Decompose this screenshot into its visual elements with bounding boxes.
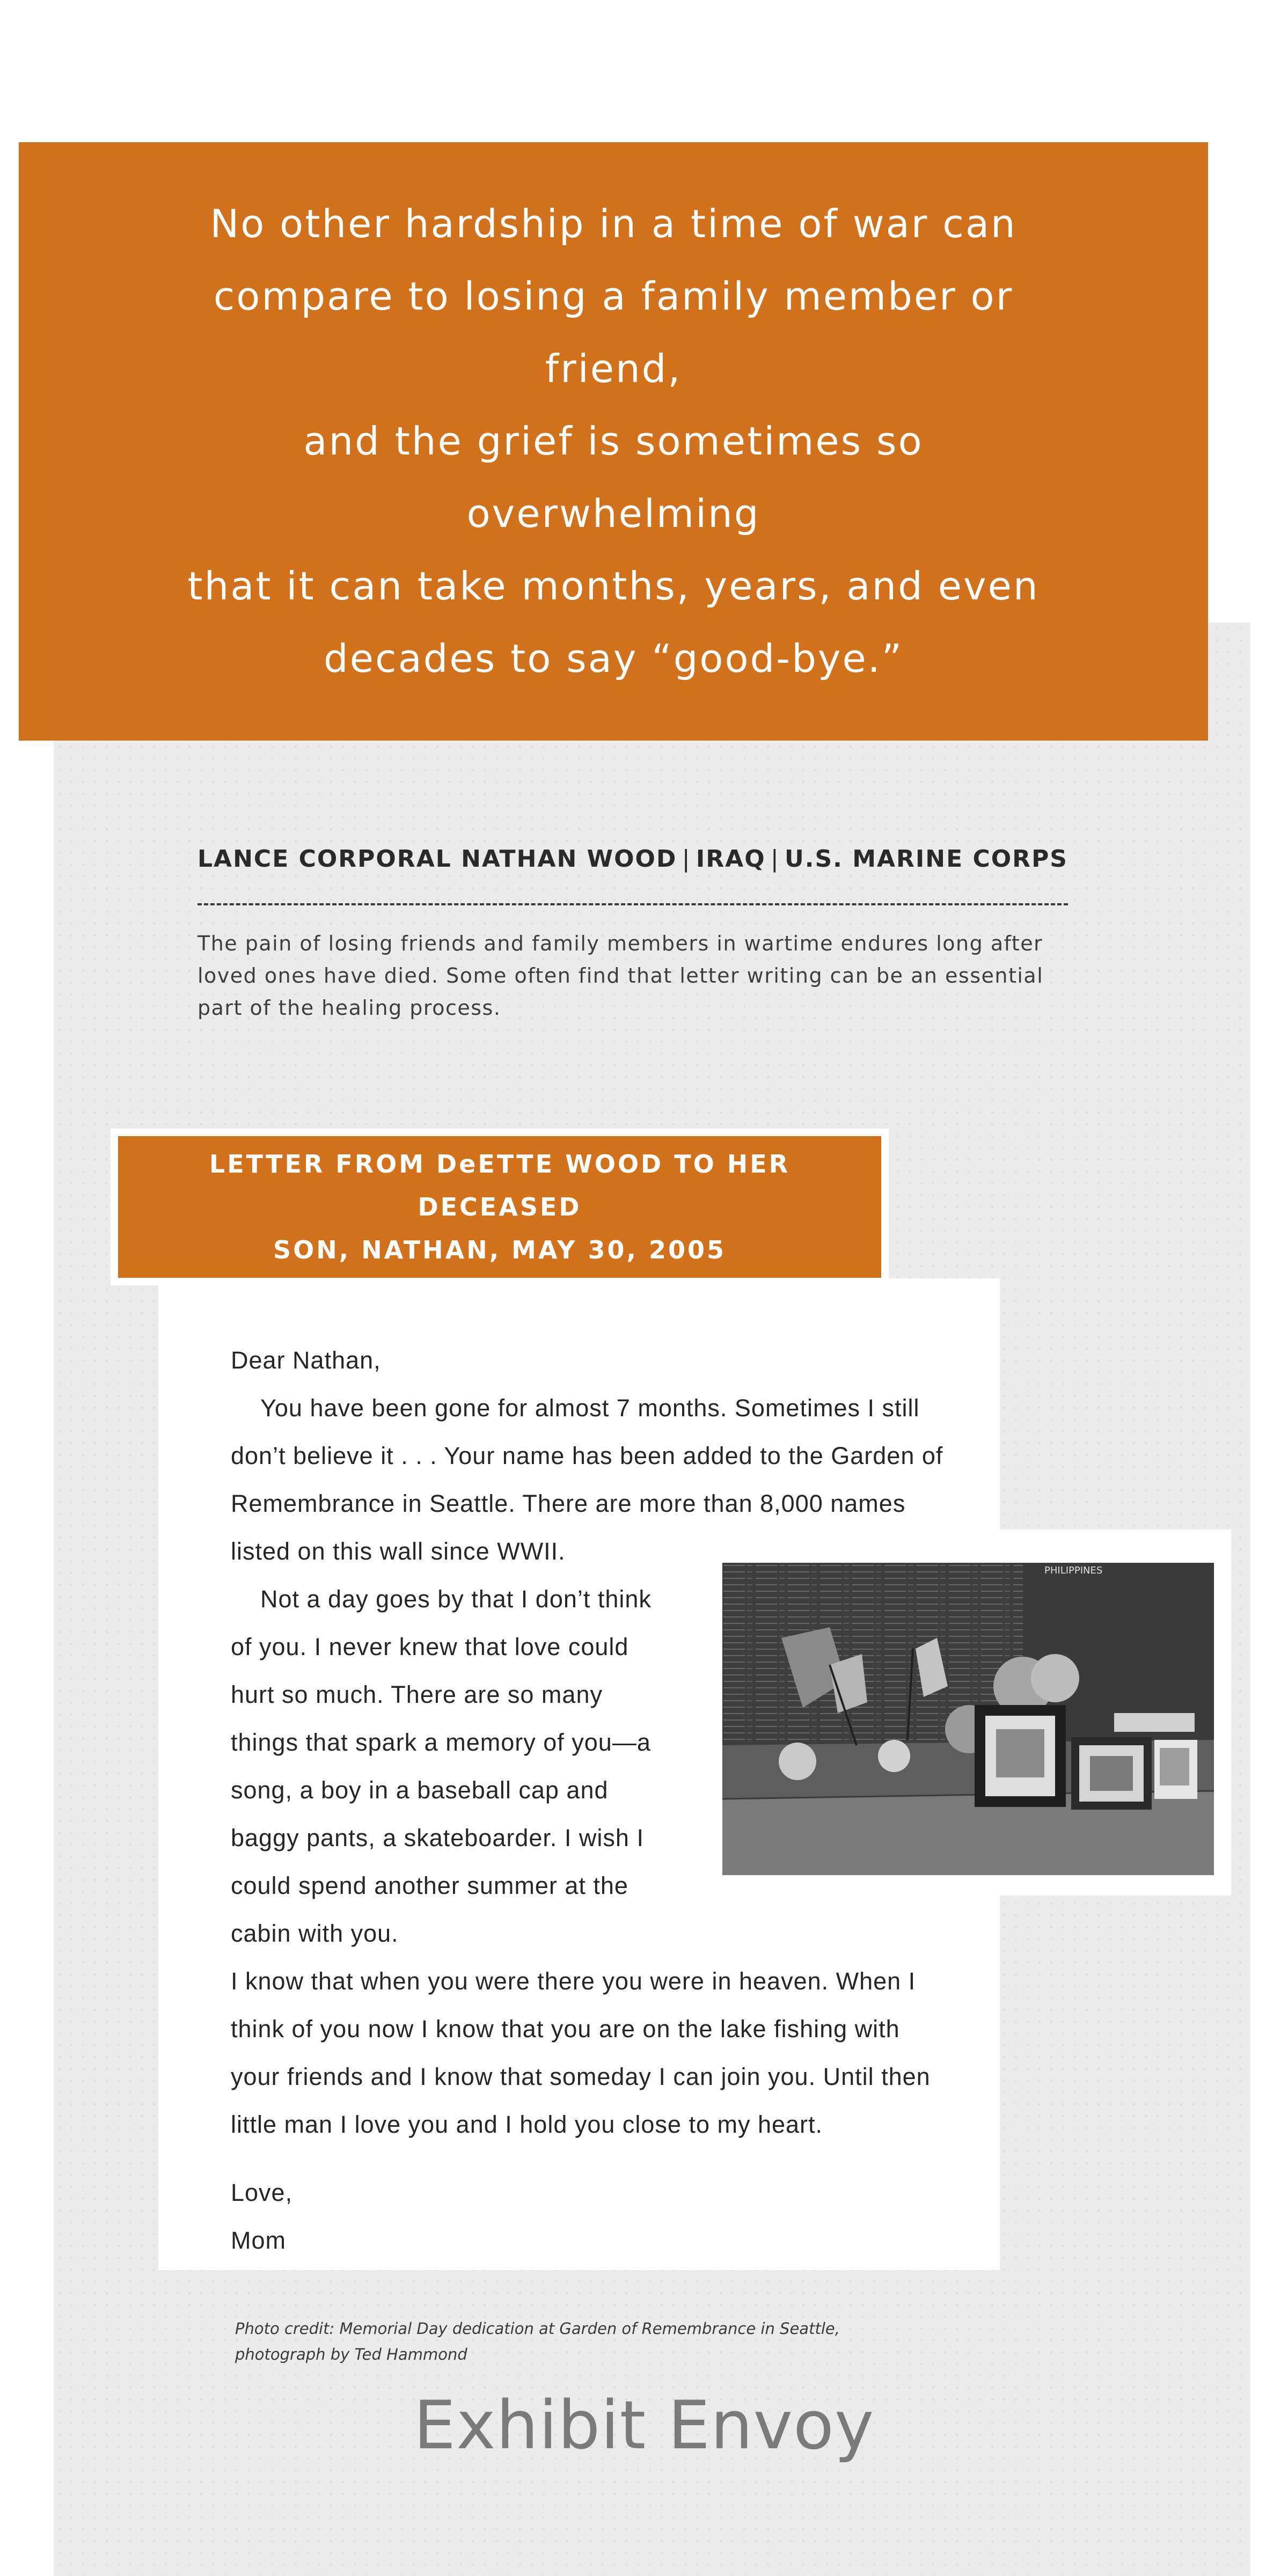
quote-line: that it can take months, years, and even [187,564,1040,609]
subject-location: IRAQ [696,845,766,873]
quote-line: No other hardship in a time of war can [210,201,1017,246]
letter-paragraph: You have been gone for almost 7 months. Sometimes I still don’t believe it . . . Your name has been added to the Garden of Remembrance in Seattle. There are more than 8,000 names listed on this wall since WWII. [231,1394,943,1565]
pull-quote [157,188,1070,695]
credit-line: Photo credit: Memorial Day dedication at Garden of Remembrance in Seattle, [235,2319,840,2338]
intro-paragraph: The pain of losing friends and family members in wartime endures long after loved ones have died. Some often find that letter writing can be an essential part of the healing process. [197,932,1044,1020]
letter-greeting: Dear Nathan, [231,1346,381,1374]
subject-branch: U.S. MARINE CORPS [785,845,1068,873]
letter-paragraph: I know that when you were there you were in heaven. When I think of you now I know that you are on the lake fishing with your friends and I know that someday I can join you. Until then little man I love you and I hold you close to my heart. [231,1967,931,2138]
letter-title-line: SON, NATHAN, MAY 30, 2005 [273,1235,727,1264]
letter-title [151,1143,848,1271]
letter-closing: Love, [231,2179,293,2206]
letter-title-box [111,1129,889,1285]
dashed-divider [197,903,1068,905]
photo-credit [235,2316,879,2367]
quote-line: decades to say “good-bye.” [324,636,903,681]
letter-title-line: LETTER FROM DeETTE WOOD TO HER DECEASED [209,1150,791,1221]
separator: | [682,845,691,873]
wall-heading: PHILIPPINES [1044,1565,1103,1576]
memorial-photo-image [722,1563,1214,1875]
subject-heading [197,845,1068,873]
pull-quote-box [19,142,1208,741]
brand-logo: Exhibit Envoy [413,2387,875,2464]
subject-name: LANCE CORPORAL NATHAN WOOD [197,845,677,873]
photo-frame [706,1529,1231,1896]
credit-line: photograph by Ted Hammond [235,2345,467,2363]
memorial-photo [722,1563,1214,1875]
quote-line: and the grief is sometimes so overwhelming [303,419,924,536]
letter-paragraph: Not a day goes by that I don’t think of you. I never knew that love could hurt so much. There are so many things that spark a memory of you—a song, a boy in a baseball cap and baggy pants, a skateboarder. I wish I could spend another summer at the cabin with you. [231,1585,652,1947]
separator: | [770,845,780,873]
quote-line: compare to losing a family member or friend, [213,274,1014,391]
letter-signature: Mom [231,2227,286,2254]
